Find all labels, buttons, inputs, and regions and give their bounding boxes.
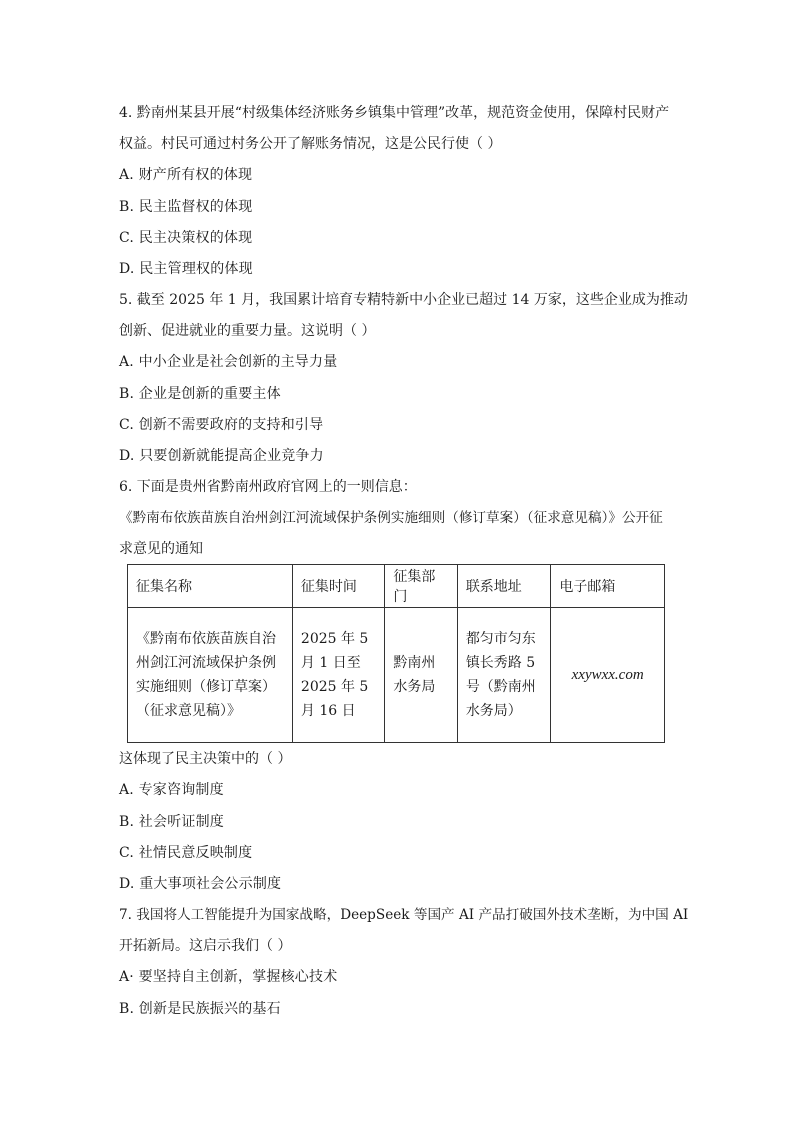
q5-option-a: A. 中小企业是社会创新的主导力量 bbox=[119, 354, 338, 370]
q4-option-c: C. 民主决策权的体现 bbox=[119, 230, 253, 246]
q6-stem-line3: 求意见的通知 bbox=[119, 541, 203, 557]
q4-option-a: A. 财产所有权的体现 bbox=[119, 167, 253, 183]
q5-option-d: D. 只要创新就能提高企业竞争力 bbox=[119, 448, 324, 464]
table-cell-email: xxywxx.com bbox=[551, 608, 665, 743]
q4-stem-line1: 4. 黔南州某县开展“村级集体经济账务乡镇集中管理”改革，规范资金使用，保障村民财产 bbox=[119, 105, 670, 121]
table-header-cell: 联系地址 bbox=[457, 565, 551, 608]
table-cell-title: 《黔南布依族苗族自治州剑江河流域保护条例实施细则（修订草案）（征求意见稿）》 bbox=[128, 608, 293, 743]
q7-option-b: B. 创新是民族振兴的基石 bbox=[119, 1001, 281, 1017]
notice-table bbox=[127, 564, 665, 743]
table-header-row bbox=[128, 565, 665, 608]
table-header-cell: 征集部门 bbox=[385, 565, 457, 608]
q6-option-d: D. 重大事项社会公示制度 bbox=[119, 876, 282, 892]
q6-option-a: A. 专家咨询制度 bbox=[119, 782, 224, 798]
q5-stem-line1: 5. 截至 2025 年 1 月，我国累计培育专精特新中小企业已超过 14 万家，这些企业成为推动 bbox=[119, 292, 688, 308]
q7-stem-line1: 7. 我国将人工智能提升为国家战略，DeepSeek 等国产 AI 产品打破国外技术垄断，为中国 AI bbox=[119, 907, 689, 923]
q6-stem-line2: 《黔南布依族苗族自治州剑江河流域保护条例实施细则（修订草案）（征求意见稿）》公开征 bbox=[119, 510, 663, 526]
q5-option-c: C. 创新不需要政府的支持和引导 bbox=[119, 417, 324, 433]
q7-stem-line2: 开拓新局。这启示我们（ ） bbox=[119, 938, 292, 954]
q4-option-b: B. 民主监督权的体现 bbox=[119, 199, 253, 215]
q4-option-d: D. 民主管理权的体现 bbox=[119, 261, 253, 277]
table-cell-department: 黔南州水务局 bbox=[385, 608, 457, 743]
q7-option-a: A· 要坚持自主创新，掌握核心技术 bbox=[119, 969, 338, 985]
q5-option-b: B. 企业是创新的重要主体 bbox=[119, 386, 281, 402]
q4-stem-line2: 权益。村民可通过村务公开了解账务情况，这是公民行使（ ） bbox=[119, 136, 502, 152]
table-row bbox=[128, 608, 665, 743]
table-header-cell: 征集名称 bbox=[128, 565, 293, 608]
table-cell-address: 都匀市匀东镇长秀路 5 号（黔南州水务局） bbox=[457, 608, 551, 743]
q6-option-b: B. 社会听证制度 bbox=[119, 814, 224, 830]
table-header-cell: 电子邮箱 bbox=[551, 565, 665, 608]
q6-stem-line1: 6. 下面是贵州省黔南州政府官网上的一则信息： bbox=[119, 479, 417, 495]
q5-stem-line2: 创新、促进就业的重要力量。这说明（ ） bbox=[119, 323, 376, 339]
q6-option-c: C. 社情民意反映制度 bbox=[119, 845, 253, 861]
table-cell-time: 2025 年 5 月 1 日至 2025 年 5 月 16 日 bbox=[292, 608, 385, 743]
q6-after-table: 这体现了民主决策中的（ ） bbox=[119, 751, 292, 767]
table-header-cell: 征集时间 bbox=[292, 565, 385, 608]
